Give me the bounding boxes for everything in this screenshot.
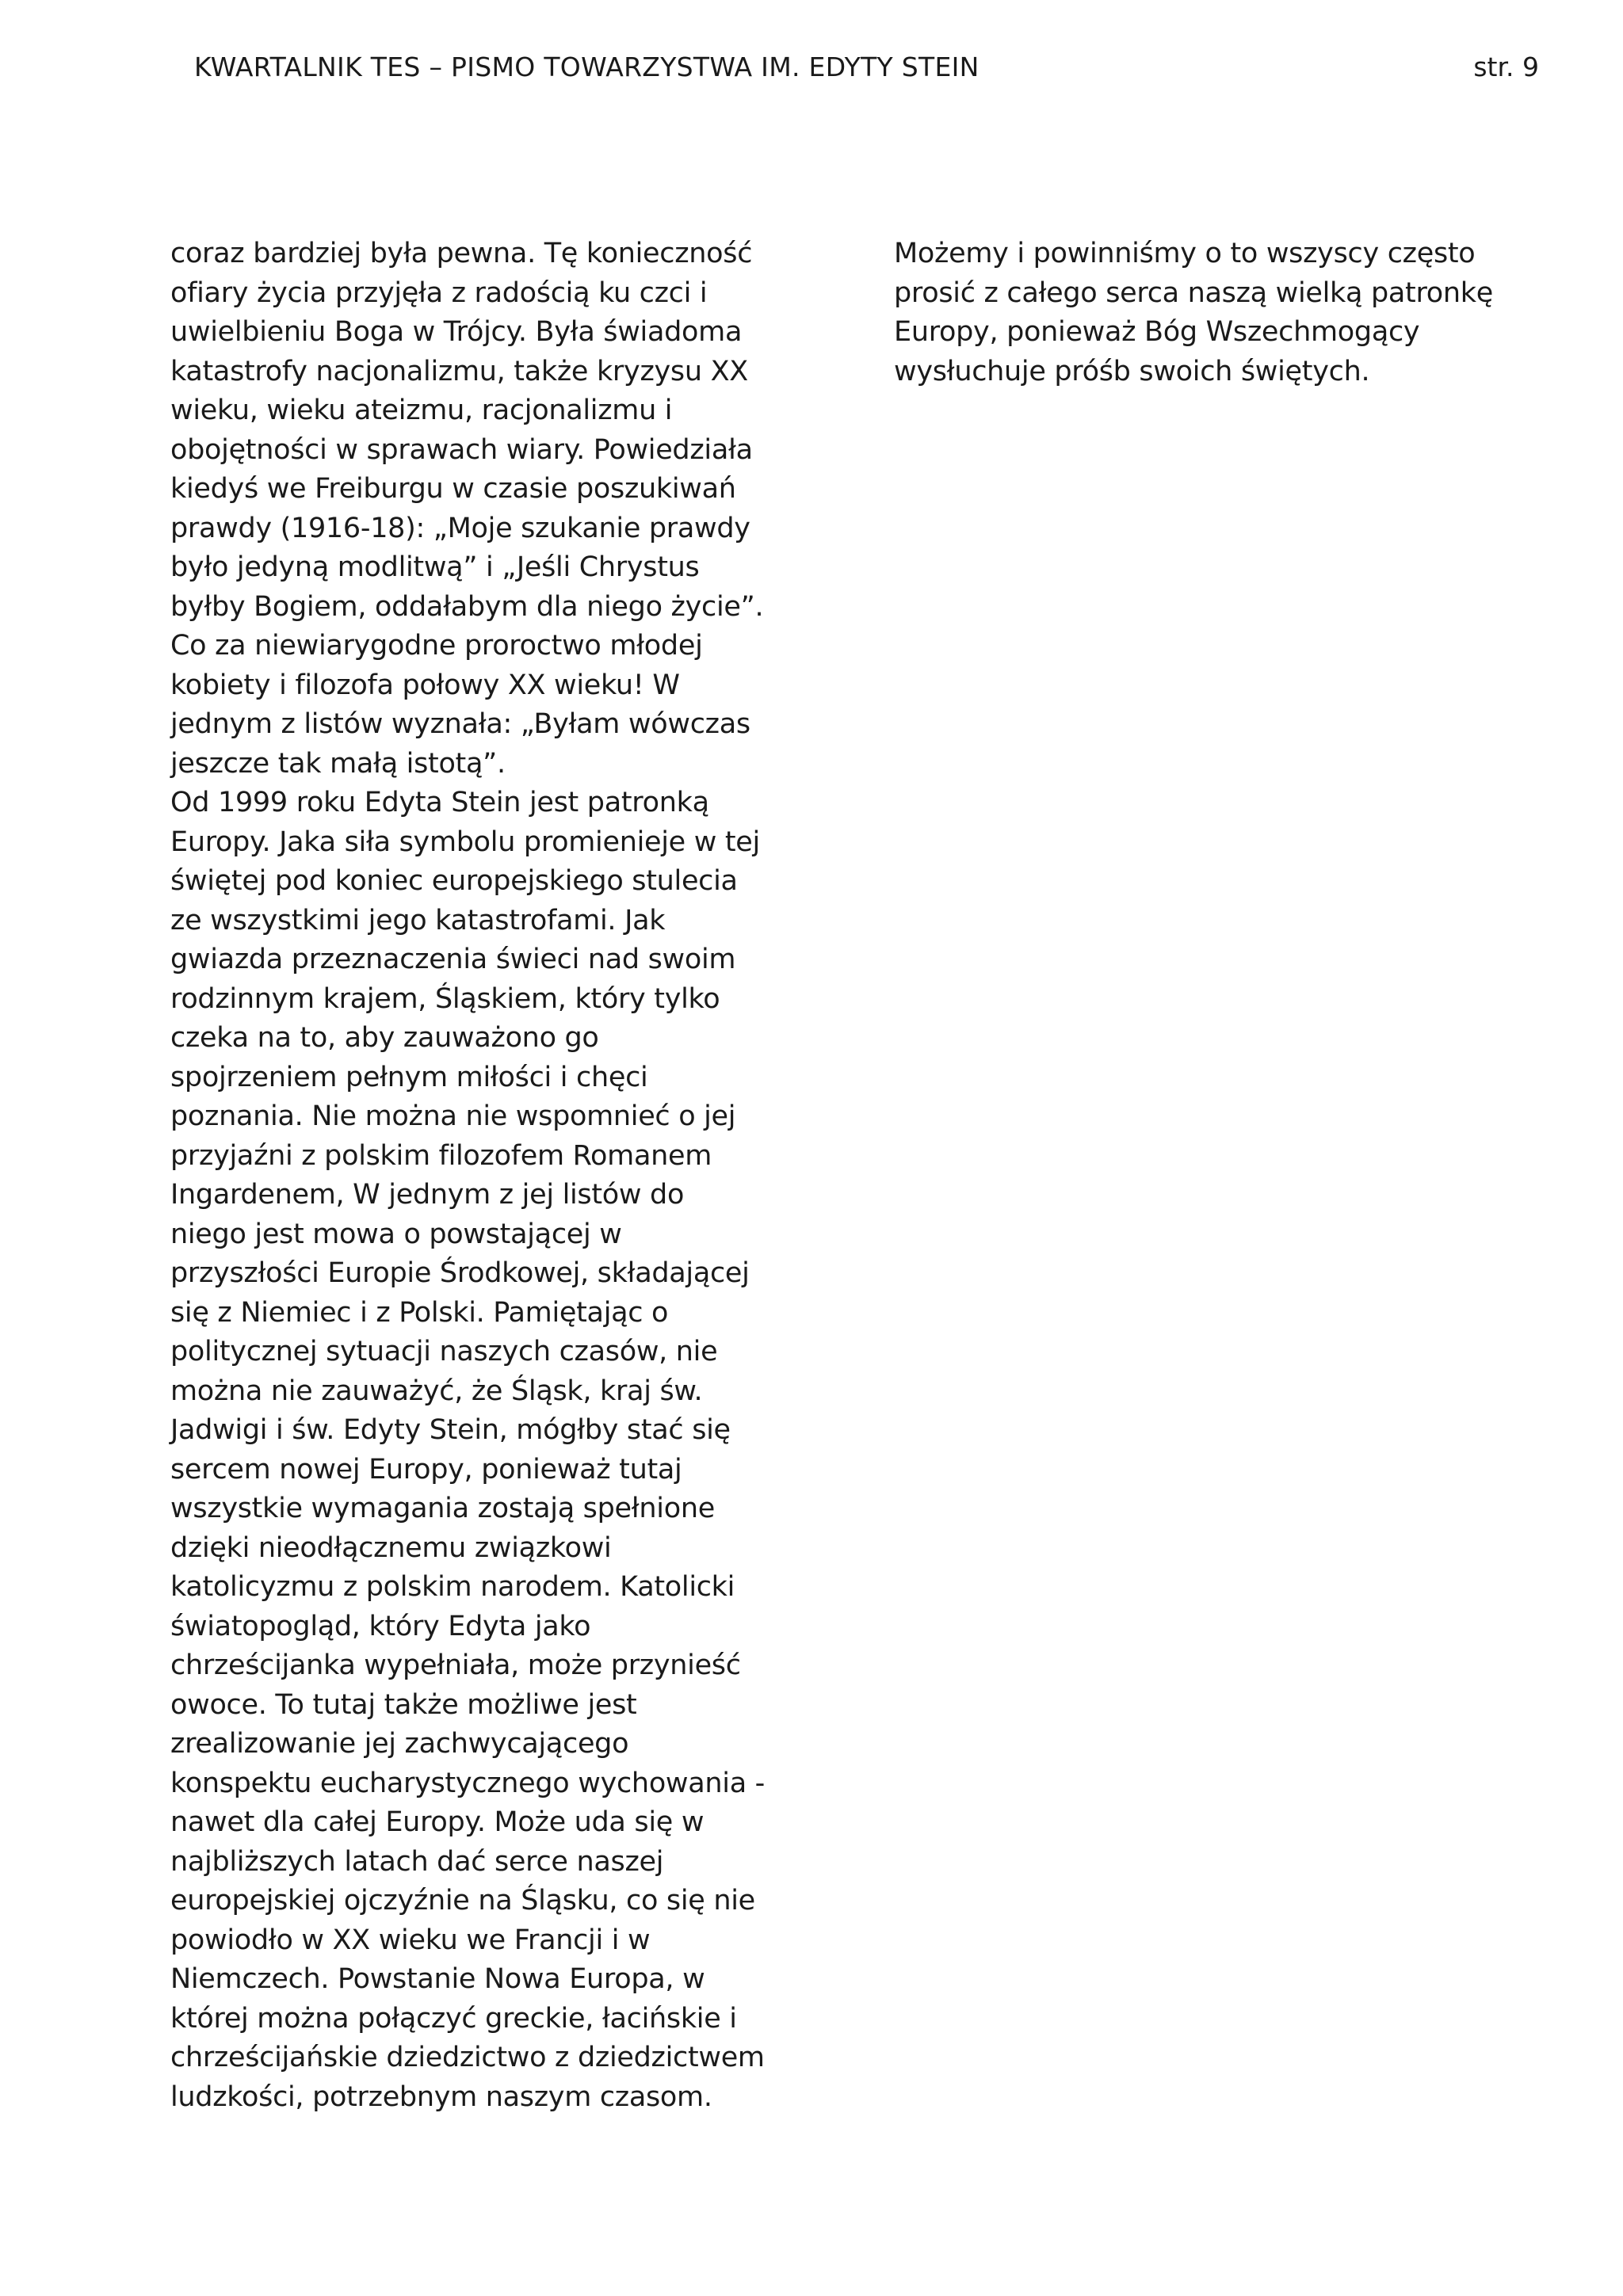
text-line: jednym z listów wyznała: „Byłam wówczas [170, 708, 750, 740]
text-line: wysłuchuje próśb swoich świętych. [894, 355, 1370, 387]
text-line: coraz bardziej była pewna. Tę konieczność [170, 238, 753, 269]
text-line: przyjaźni z polskim filozofem Romanem [170, 1139, 712, 1172]
text-line: Europy. Jaka siła symbolu promienieje w tej [170, 826, 760, 858]
text-line: byłby Bogiem, oddałabym dla niego życie”. [170, 590, 764, 623]
right-text-column [894, 235, 1504, 391]
text-line: ofiary życia przyjęła z radością ku czci i [170, 277, 708, 309]
text-line: spojrzeniem pełnym miłości i chęci [170, 1061, 648, 1093]
text-line: kiedyś we Freiburgu w czasie poszukiwań [170, 473, 736, 505]
text-line: owoce. To tutaj także możliwe jest [170, 1688, 637, 1721]
text-line: prawdy (1916-18): „Moje szukanie prawdy [170, 512, 750, 544]
text-line: wieku, wieku ateizmu, racjonalizmu i [170, 395, 673, 426]
text-line: której można połączyć greckie, łacińskie i [170, 2002, 737, 2035]
text-line: Od 1999 roku Edyta Stein jest patronką [170, 787, 709, 818]
text-line: Możemy i powinniśmy o to wszyscy często [894, 238, 1476, 269]
text-line: czeka na to, aby zauważono go [170, 1022, 599, 1054]
text-line: nawet dla całej Europy. Może uda się w [170, 1806, 705, 1838]
text-line: poznania. Nie można nie wspomnieć o jej [170, 1100, 736, 1132]
text-line: jeszcze tak małą istotą”. [170, 747, 506, 780]
text-line: chrześcijanka wypełniała, może przynieść [170, 1650, 741, 1681]
text-line: świętej pod koniec europejskiego stulecia [170, 865, 738, 897]
text-line: ludzkości, potrzebnym naszym czasom. [170, 2081, 712, 2113]
text-line: prosić z całego serca naszą wielką patronkę [894, 277, 1493, 309]
text-line: kobiety i filozofa połowy XX wieku! W [170, 669, 680, 701]
text-line: gwiazda przeznaczenia świeci nad swoim [170, 944, 736, 975]
text-line: było jedyną modlitwą” i „Jeśli Chrystus [170, 551, 700, 583]
text-line: rodzinnym krajem, Śląskiem, który tylko [170, 982, 720, 1015]
text-line: europejskiej ojczyźnie na Śląsku, co się nie [170, 1885, 755, 1917]
left-text-column [170, 235, 781, 2117]
text-line: przyszłości Europie Środkowej, składającej [170, 1257, 750, 1289]
text-line: powiodło w XX wieku we Francji i w [170, 1924, 651, 1956]
text-line: się z Niemiec i z Polski. Pamiętając o [170, 1296, 669, 1329]
page-number: str. 9 [1473, 51, 1539, 82]
text-line: politycznej sytuacji naszych czasów, nie [170, 1336, 718, 1367]
text-line: zrealizowanie jej zachwycającego [170, 1728, 629, 1760]
text-line: chrześcijańskie dziedzictwo z dziedzictwem [170, 2042, 765, 2073]
text-line: obojętności w sprawach wiary. Powiedziała [170, 433, 753, 466]
text-line: światopogląd, który Edyta jako [170, 1610, 591, 1642]
text-line: niego jest mowa o powstającej w [170, 1218, 622, 1250]
text-line: katastrofy nacjonalizmu, także kryzysu XX [170, 355, 748, 387]
text-line: Ingardenem, W jednym z jej listów do [170, 1179, 685, 1211]
text-line: dzięki nieodłącznemu związkowi [170, 1531, 612, 1564]
running-header [194, 49, 1539, 86]
text-line: katolicyzmu z polskim narodem. Katolicki [170, 1571, 735, 1603]
text-line: można nie zauważyć, że Śląsk, kraj św. [170, 1375, 703, 1407]
text-line: sercem nowej Europy, ponieważ tutaj [170, 1453, 682, 1486]
text-line: Europy, ponieważ Bóg Wszechmogący [894, 316, 1420, 348]
text-line: wszystkie wymagania zostają spełnione [170, 1493, 715, 1524]
text-line: Niemczech. Powstanie Nowa Europa, w [170, 1963, 705, 1995]
text-line: Jadwigi i św. Edyty Stein, mógłby stać się [170, 1414, 731, 1446]
text-line: ze wszystkimi jego katastrofami. Jak [170, 904, 666, 936]
text-line: uwielbieniu Boga w Trójcy. Była świadoma [170, 316, 743, 348]
text-line: Co za niewiarygodne proroctwo młodej [170, 630, 703, 662]
text-line: konspektu eucharystycznego wychowania - [170, 1767, 766, 1799]
text-line: najbliższych latach dać serce naszej [170, 1845, 664, 1878]
journal-title: KWARTALNIK TES – PISMO TOWARZYSTWA IM. EDYTY STEIN [194, 51, 980, 82]
